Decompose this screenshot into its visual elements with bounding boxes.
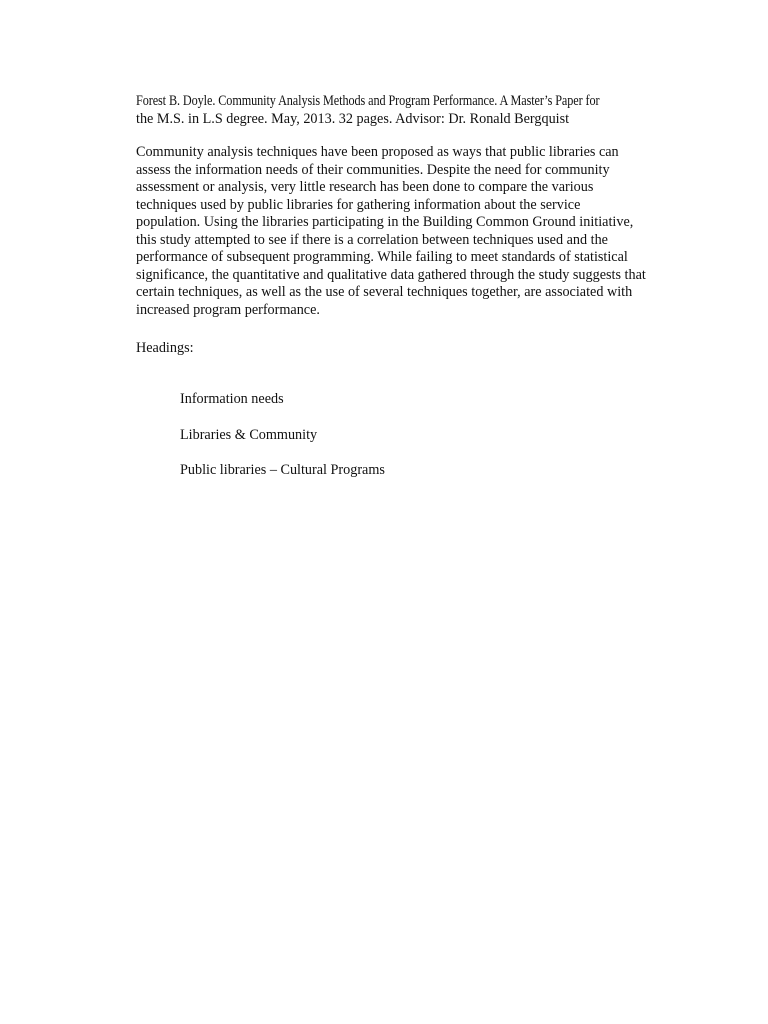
heading-item-libraries-community: Libraries & Community (180, 427, 318, 443)
abstract-line: population. Using the libraries participating in the Building Common Ground initiative, (136, 214, 634, 230)
heading-item-information-needs: Information needs (180, 391, 284, 407)
abstract-line: increased program performance. (136, 301, 320, 318)
citation-block (136, 93, 696, 128)
abstract-line: significance, the quantitative and qualitative data gathered through the study suggests that (136, 266, 646, 283)
abstract-paragraph (136, 144, 676, 319)
headings-label: Headings: (136, 340, 194, 356)
abstract-line: techniques used by public libraries for gathering information about the service (136, 196, 581, 213)
abstract-line: assessment or analysis, very little research has been done to compare the various (136, 179, 594, 195)
abstract-line: certain techniques, as well as the use of several techniques together, are associated with (136, 284, 633, 300)
citation-line-1: Forest B. Doyle. Community Analysis Methods and Program Performance. A Master’s Paper for (136, 93, 600, 109)
heading-item-public-libraries: Public libraries – Cultural Programs (180, 462, 385, 478)
abstract-line: Community analysis techniques have been proposed as ways that public libraries can (136, 144, 619, 160)
abstract-line: assess the information needs of their communities. Despite the need for community (136, 161, 610, 178)
citation-line-2: the M.S. in L.S degree. May, 2013. 32 pages. Advisor: Dr. Ronald Bergquist (136, 110, 570, 127)
abstract-line: performance of subsequent programming. While failing to meet standards of statistical (136, 249, 628, 265)
abstract-line: this study attempted to see if there is a correlation between techniques used and the (136, 231, 608, 248)
